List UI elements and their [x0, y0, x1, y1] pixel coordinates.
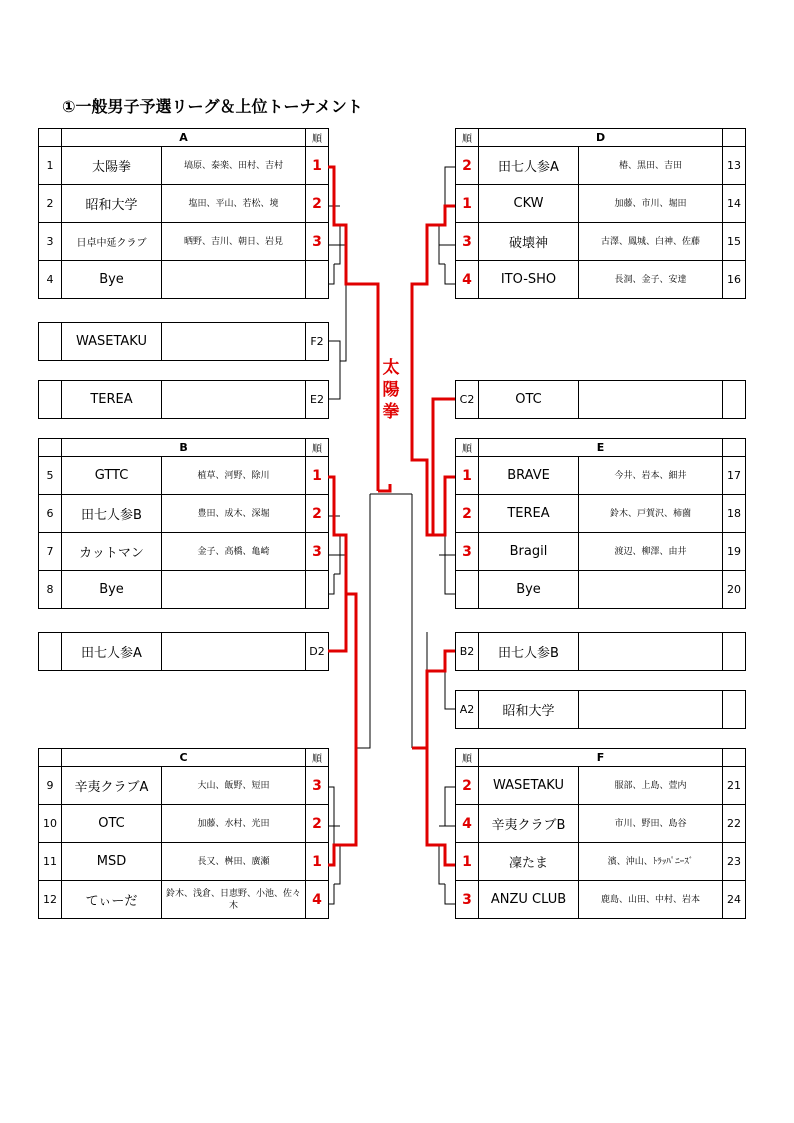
- team-number: 14: [723, 185, 746, 223]
- group-f-name: F: [479, 749, 723, 767]
- team-rank: 4: [456, 805, 479, 843]
- team-members: 植草、河野、除川: [162, 457, 306, 495]
- team-number: 9: [39, 767, 62, 805]
- team-number: 3: [39, 223, 62, 261]
- rank-header: 順: [306, 129, 329, 147]
- team-members: 鈴木、浅倉、日恵野、小池、佐々木: [162, 881, 306, 919]
- team-number: 1: [39, 147, 62, 185]
- seed-team-name: 田七人参A: [62, 633, 162, 671]
- team-name: ITO-SHO: [479, 261, 579, 299]
- team-name: 辛夷クラブB: [479, 805, 579, 843]
- team-number: 17: [723, 457, 746, 495]
- rank-header: 順: [456, 439, 479, 457]
- team-rank: 1: [456, 843, 479, 881]
- team-name: てぃーだ: [62, 881, 162, 919]
- team-members: 加藤、水村、光田: [162, 805, 306, 843]
- team-members: 今井、岩本、細井: [579, 457, 723, 495]
- seed-team-name: WASETAKU: [62, 323, 162, 361]
- seed-label: B2: [456, 633, 479, 671]
- team-members: 晒野、吉川、朝日、岩見: [162, 223, 306, 261]
- team-rank: 3: [306, 223, 329, 261]
- team-number: 16: [723, 261, 746, 299]
- team-name: BRAVE: [479, 457, 579, 495]
- team-name: カットマン: [62, 533, 162, 571]
- seed-team-name: TEREA: [62, 381, 162, 419]
- team-number: 12: [39, 881, 62, 919]
- seed-team-name: 昭和大学: [479, 691, 579, 729]
- seed-label: C2: [456, 381, 479, 419]
- seed-team-name: 田七人参B: [479, 633, 579, 671]
- team-rank: 3: [456, 881, 479, 919]
- group-b-name: B: [62, 439, 306, 457]
- team-number: 5: [39, 457, 62, 495]
- champion-label: [380, 357, 402, 423]
- team-members: 椿、黒田、吉田: [579, 147, 723, 185]
- team-rank: 3: [306, 533, 329, 571]
- team-members: 古澤、鳳城、白神、佐藤: [579, 223, 723, 261]
- team-name: 凜たま: [479, 843, 579, 881]
- rank-header: 順: [456, 129, 479, 147]
- champion-char: 拳: [382, 402, 400, 422]
- team-number: 13: [723, 147, 746, 185]
- team-number: 10: [39, 805, 62, 843]
- team-rank: 2: [456, 767, 479, 805]
- seed-label: E2: [306, 381, 329, 419]
- champion-char: 太: [382, 358, 400, 378]
- team-number: 23: [723, 843, 746, 881]
- team-name: 田七人参B: [62, 495, 162, 533]
- team-number: 21: [723, 767, 746, 805]
- team-name: 太陽拳: [62, 147, 162, 185]
- team-rank: 2: [456, 495, 479, 533]
- team-members: 長又、桝田、廣瀬: [162, 843, 306, 881]
- team-name: Bye: [479, 571, 579, 609]
- team-rank: 3: [456, 533, 479, 571]
- team-members: 鹿島、山田、中村、岩本: [579, 881, 723, 919]
- seed-label: A2: [456, 691, 479, 729]
- team-number: 20: [723, 571, 746, 609]
- team-name: Bragil: [479, 533, 579, 571]
- team-members: 鈴木、戸賀沢、柿薗: [579, 495, 723, 533]
- team-rank: 2: [306, 805, 329, 843]
- group-e-name: E: [479, 439, 723, 457]
- team-name: WASETAKU: [479, 767, 579, 805]
- team-name: OTC: [62, 805, 162, 843]
- team-name: TEREA: [479, 495, 579, 533]
- team-name: 昭和大学: [62, 185, 162, 223]
- team-name: 日卓中延クラブ: [62, 223, 162, 261]
- team-rank: 1: [306, 457, 329, 495]
- team-members: 大山、飯野、短田: [162, 767, 306, 805]
- team-name: 辛夷クラブA: [62, 767, 162, 805]
- seed-label: D2: [306, 633, 329, 671]
- team-number: 19: [723, 533, 746, 571]
- team-rank: 2: [306, 495, 329, 533]
- team-number: 15: [723, 223, 746, 261]
- group-c-name: C: [62, 749, 306, 767]
- team-number: 7: [39, 533, 62, 571]
- team-rank: 1: [456, 457, 479, 495]
- team-members: 金子、高橋、亀崎: [162, 533, 306, 571]
- team-name: 田七人参A: [479, 147, 579, 185]
- team-members: 市川、野田、島谷: [579, 805, 723, 843]
- champion-char: 陽: [382, 380, 400, 400]
- team-members: 豊田、成木、深堀: [162, 495, 306, 533]
- team-name: ANZU CLUB: [479, 881, 579, 919]
- page-title: ①一般男子予選リーグ＆上位トーナメント: [62, 97, 363, 116]
- team-rank: 1: [456, 185, 479, 223]
- team-name: Bye: [62, 571, 162, 609]
- team-members: 塙原、泰楽、田村、吉村: [162, 147, 306, 185]
- team-members: 濱、沖山、ﾄﾗｯﾊﾟﾆｰｽﾞ: [579, 843, 723, 881]
- group-d-name: D: [479, 129, 723, 147]
- team-name: CKW: [479, 185, 579, 223]
- rank-header: 順: [306, 749, 329, 767]
- seed-label: F2: [306, 323, 329, 361]
- rank-header: 順: [456, 749, 479, 767]
- team-rank: 1: [306, 843, 329, 881]
- team-members: 渡辺、柳澤、由井: [579, 533, 723, 571]
- team-rank: 3: [306, 767, 329, 805]
- rank-header: 順: [306, 439, 329, 457]
- team-name: MSD: [62, 843, 162, 881]
- team-rank: 3: [456, 223, 479, 261]
- group-a-name: A: [62, 129, 306, 147]
- team-rank: 4: [306, 881, 329, 919]
- team-members: 長洞、金子、安達: [579, 261, 723, 299]
- team-number: 2: [39, 185, 62, 223]
- team-number: 11: [39, 843, 62, 881]
- team-rank: 2: [456, 147, 479, 185]
- team-number: 4: [39, 261, 62, 299]
- bracket-winner-lines: [328, 167, 455, 865]
- team-name: Bye: [62, 261, 162, 299]
- team-members: 服部、上島、萱内: [579, 767, 723, 805]
- seed-team-name: OTC: [479, 381, 579, 419]
- team-members: 塩田、平山、若松、境: [162, 185, 306, 223]
- team-number: 22: [723, 805, 746, 843]
- team-name: 破壊神: [479, 223, 579, 261]
- team-rank: 2: [306, 185, 329, 223]
- team-number: 6: [39, 495, 62, 533]
- team-rank: 1: [306, 147, 329, 185]
- team-number: 18: [723, 495, 746, 533]
- team-rank: 4: [456, 261, 479, 299]
- team-members: 加藤、市川、堀田: [579, 185, 723, 223]
- team-number: 24: [723, 881, 746, 919]
- team-number: 8: [39, 571, 62, 609]
- team-name: GTTC: [62, 457, 162, 495]
